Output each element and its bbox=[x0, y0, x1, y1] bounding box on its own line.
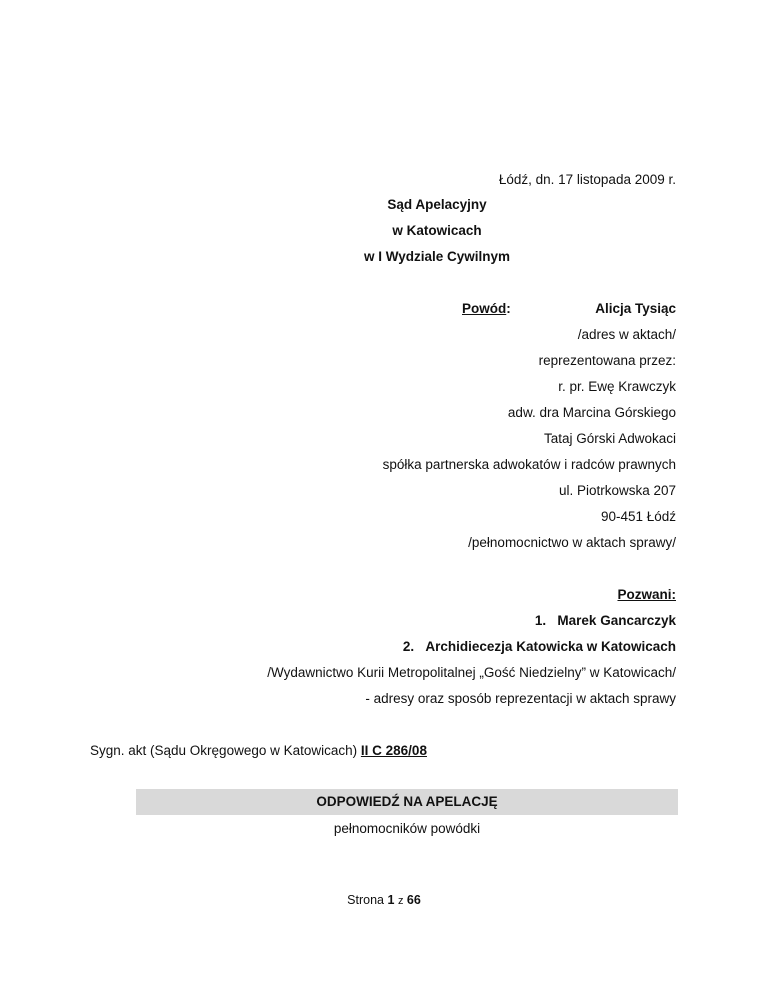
document-title: ODPOWIEDŹ NA APELACJĘ bbox=[316, 794, 498, 809]
total-pages: 66 bbox=[406, 893, 421, 907]
case-number: II C 286/08 bbox=[360, 743, 427, 758]
document-date: Łódź, dn. 17 listopada 2009 r. bbox=[498, 172, 676, 187]
case-reference-prefix: Sygn. akt (Sądu Okręgowego w Katowicach) bbox=[90, 743, 358, 758]
plaintiff-name: Alicja Tysiąc bbox=[595, 301, 676, 316]
defendants-label: Pozwani: bbox=[617, 587, 676, 602]
defendant-item bbox=[535, 612, 676, 630]
plaintiff-label bbox=[462, 300, 511, 318]
plaintiff-label-colon: : bbox=[506, 301, 511, 316]
power-of-attorney-note: /pełnomocnictwo w aktach sprawy/ bbox=[468, 535, 676, 550]
defendant-item bbox=[403, 638, 676, 656]
defendant-number: 1. bbox=[534, 613, 547, 628]
firm-postal-city: 90-451 Łódź bbox=[600, 509, 676, 524]
document-subtitle: pełnomocników powódki bbox=[333, 821, 481, 836]
law-firm-name: Tataj Górski Adwokaci bbox=[543, 431, 676, 446]
firm-street: ul. Piotrkowska 207 bbox=[558, 483, 676, 498]
current-page: 1 bbox=[387, 893, 395, 907]
of-word: z bbox=[397, 895, 404, 907]
page-footer bbox=[0, 892, 768, 909]
defendants-address-note: - adresy oraz sposób reprezentacji w aktach sprawy bbox=[365, 691, 676, 706]
defendant-number: 2. bbox=[402, 639, 415, 654]
publisher-note: /Wydawnictwo Kurii Metropolitalnej „Gość Niedzielny” w Katowicach/ bbox=[267, 665, 676, 680]
representative-2: adw. dra Marcina Górskiego bbox=[507, 405, 676, 420]
plaintiff-address: /adres w aktach/ bbox=[577, 327, 676, 342]
case-reference bbox=[90, 742, 427, 760]
representative-1: r. pr. Ewę Krawczyk bbox=[558, 379, 676, 394]
represented-by: reprezentowana przez: bbox=[538, 353, 676, 368]
court-department: w I Wydziale Cywilnym bbox=[363, 249, 511, 264]
plaintiff-label-text: Powód bbox=[462, 301, 507, 316]
defendant-name: Archidiecezja Katowicka w Katowicach bbox=[425, 639, 676, 654]
court-city: w Katowicach bbox=[392, 223, 482, 238]
page-word: Strona bbox=[347, 893, 385, 907]
law-firm-description: spółka partnerska adwokatów i radców prawnych bbox=[382, 457, 676, 472]
defendant-name: Marek Gancarczyk bbox=[557, 613, 676, 628]
court-name: Sąd Apelacyjny bbox=[387, 197, 487, 212]
